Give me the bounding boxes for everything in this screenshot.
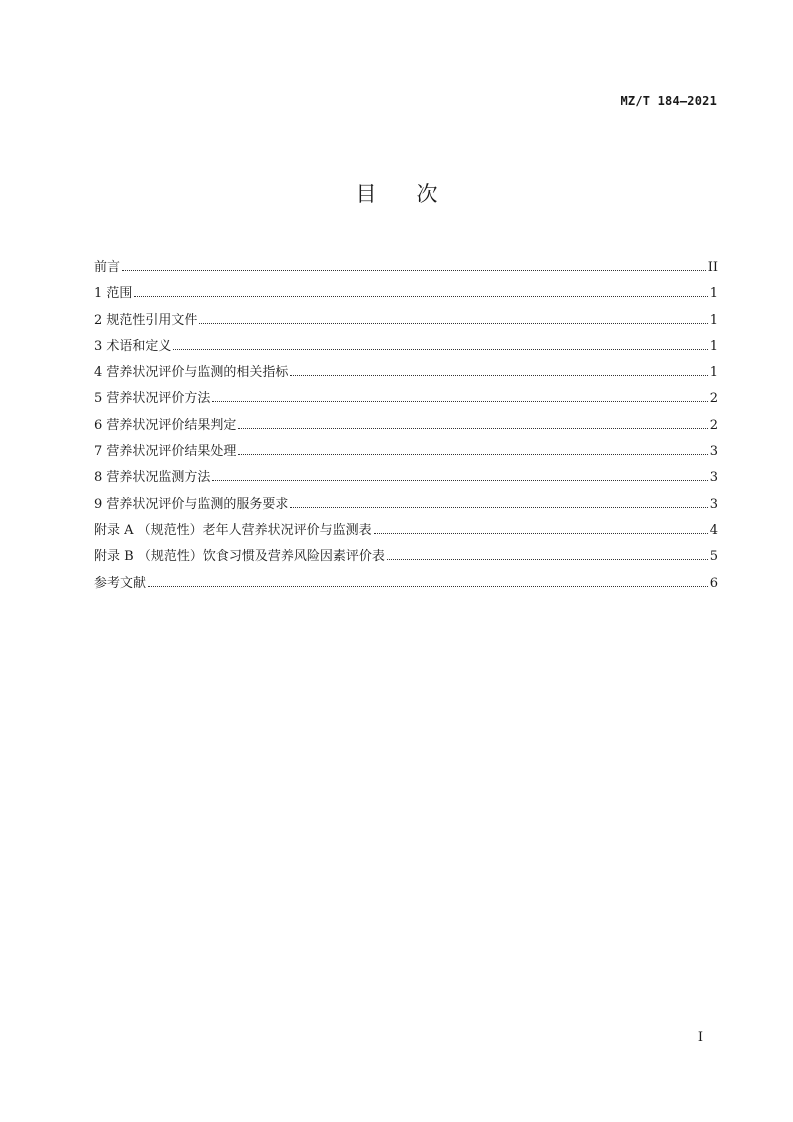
toc-entry-appendix-b[interactable] xyxy=(94,547,718,573)
toc-leader-dots xyxy=(199,323,707,324)
toc-entry-text: 前言 xyxy=(94,260,121,275)
toc-leader-dots xyxy=(290,375,707,376)
toc-entry-text: 7 营养状况评价结果处理 xyxy=(94,444,237,460)
toc-leader-dots xyxy=(173,349,707,350)
toc-page-number: 3 xyxy=(709,496,718,512)
toc-entry-text: 附录 B （规范性）饮食习惯及营养风险因素评价表 xyxy=(94,549,385,565)
toc-leader-dots xyxy=(374,533,708,534)
toc-page-number: 1 xyxy=(709,286,718,302)
toc-entry-bibliography[interactable] xyxy=(94,574,718,600)
toc-entry-normative-references[interactable] xyxy=(94,311,718,337)
toc-leader-dots xyxy=(387,559,708,560)
table-of-contents xyxy=(94,258,718,600)
toc-page-number: 1 xyxy=(709,365,718,381)
page-title: 目次 xyxy=(355,182,478,206)
toc-entry-scope[interactable] xyxy=(94,284,718,310)
toc-entry-evaluation-methods[interactable] xyxy=(94,389,718,415)
page-number-footer: I xyxy=(697,1030,703,1045)
toc-page-number: 2 xyxy=(709,417,718,433)
toc-entry-terms-definitions[interactable] xyxy=(94,337,718,363)
toc-leader-dots xyxy=(122,270,706,271)
toc-entry-text: 2 规范性引用文件 xyxy=(94,312,198,328)
toc-entry-indicators[interactable] xyxy=(94,363,718,389)
toc-entry-foreword[interactable] xyxy=(94,258,718,284)
toc-entry-result-determination[interactable] xyxy=(94,416,718,442)
toc-page-number: 1 xyxy=(709,312,718,328)
toc-page-number: 4 xyxy=(709,522,718,538)
toc-page-number: II xyxy=(707,260,718,275)
standard-code: MZ/T 184—2021 xyxy=(620,94,717,108)
toc-leader-dots xyxy=(212,401,707,402)
toc-entry-text: 8 营养状况监测方法 xyxy=(94,470,211,486)
toc-page-number: 3 xyxy=(709,470,718,486)
toc-page-number: 5 xyxy=(709,549,718,565)
toc-entry-result-handling[interactable] xyxy=(94,442,718,468)
toc-entry-text: 1 范围 xyxy=(94,286,133,302)
toc-entry-text: 6 营养状况评价结果判定 xyxy=(94,417,237,433)
toc-entry-text: 4 营养状况评价与监测的相关指标 xyxy=(94,365,289,381)
toc-entry-monitoring-methods[interactable] xyxy=(94,468,718,494)
toc-entry-text: 3 术语和定义 xyxy=(94,338,172,354)
toc-leader-dots xyxy=(212,480,707,481)
toc-leader-dots xyxy=(148,586,708,587)
toc-leader-dots xyxy=(238,454,707,455)
toc-page-number: 2 xyxy=(709,391,718,407)
toc-entry-text: 参考文献 xyxy=(94,575,147,591)
toc-entry-text: 9 营养状况评价与监测的服务要求 xyxy=(94,496,289,512)
toc-page-number: 6 xyxy=(709,575,718,591)
toc-leader-dots xyxy=(134,296,707,297)
toc-page-number: 1 xyxy=(709,338,718,354)
toc-entry-text: 5 营养状况评价方法 xyxy=(94,391,211,407)
toc-entry-service-requirements[interactable] xyxy=(94,495,718,521)
toc-entry-text: 附录 A （规范性）老年人营养状况评价与监测表 xyxy=(94,522,372,538)
toc-leader-dots xyxy=(238,428,707,429)
toc-page-number: 3 xyxy=(709,444,718,460)
toc-leader-dots xyxy=(290,507,707,508)
toc-entry-appendix-a[interactable] xyxy=(94,521,718,547)
